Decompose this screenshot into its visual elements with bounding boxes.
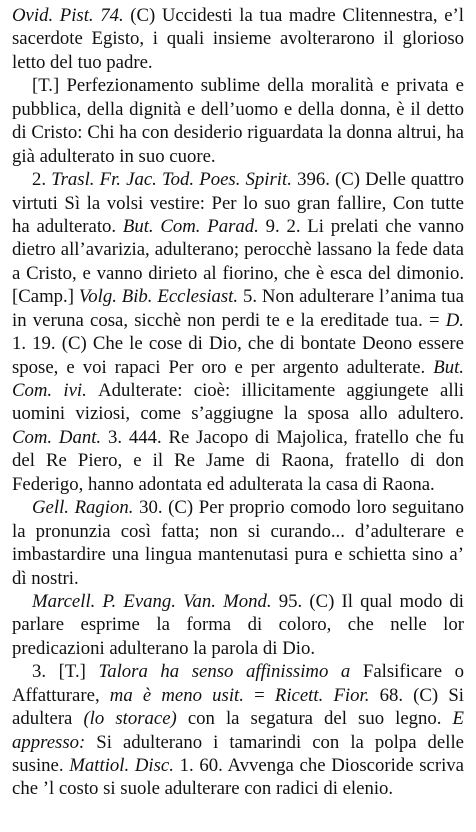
body-text: Si adulterano i tamarindi con la polpa delle susine. xyxy=(12,731,464,776)
entry-paragraph xyxy=(12,4,464,74)
citation-text: ma è meno usit. xyxy=(109,684,255,706)
entry-paragraph xyxy=(12,74,464,168)
body-text: 3. [T.] xyxy=(32,661,99,683)
entry-paragraph xyxy=(12,496,464,590)
body-text: 2. xyxy=(32,169,52,191)
citation-text: Trasl. Fr. Jac. Tod. Poes. Spirit. xyxy=(51,169,298,191)
body-text: 95. (C) Il qual modo di parlare esprime la forma di coloro, che nelle lor predicazioni adulterano la parola di Dio. xyxy=(12,590,464,659)
body-text: 3. 444. Re Jacopo di Majolica, fratello che fu del Re Piero, e il Re Jame di Raona, fratello di don Federigo, hanno adontata ed adulterata la casa di Raona. xyxy=(12,426,464,495)
body-text: 396. (C) Delle quattro virtuti Sì la volsi vestire: Per lo suo gran fallire, Con tutte ha adulterato. xyxy=(12,169,465,237)
body-text: 9. 2. Li prelati che vanno dietro all’avarizia, adulterano; perocchè lassano la fede data a Cristo, e vanno dirieto al fiorino, che è esca del dimonio. [Camp.] xyxy=(12,215,464,308)
citation-text: Ricett. Fior. xyxy=(274,684,380,706)
body-text: con la segatura del suo legno. xyxy=(187,708,453,730)
citation-text: Volg. Bib. Ecclesiast. xyxy=(78,286,243,308)
citation-text: Mattiol. Disc. xyxy=(69,755,180,776)
citation-text: Com. Dant. xyxy=(12,426,108,448)
citation-text: E appresso: xyxy=(12,708,464,753)
entry-paragraph xyxy=(12,590,464,660)
body-text: Falsificare o Affatturare, xyxy=(12,661,464,706)
citation-text: Talora ha senso affinissimo a xyxy=(98,661,363,683)
citation-text: Marcell. P. Evang. Van. Mond. xyxy=(32,590,279,612)
dictionary-page xyxy=(12,4,464,801)
entry-paragraph xyxy=(12,168,464,496)
body-text: (C) Uccidesti la tua madre Clitennestra, e’l sacerdote Egisto, i quali insieme avolterarono il glorioso letto del tuo padre. xyxy=(12,5,464,73)
body-text: 1. 19. (C) Che le cose di Dio, che di bontate Deono essere spose, e voi rapaci Per oro e per argento adulterate. xyxy=(12,333,464,378)
entry-paragraph xyxy=(12,660,464,801)
citation-text: But. Com. Parad. xyxy=(122,215,266,237)
citation-text: (lo storace) xyxy=(83,708,188,730)
body-text: 1. 60. Avvenga che Dioscoride scriva che ’l costo si suole adulterare con radici di elenio. xyxy=(12,755,465,800)
citation-text: Ovid. Pist. 74. xyxy=(12,5,131,26)
body-text: = xyxy=(254,684,275,706)
body-text: 68. (C) Si adultera xyxy=(12,684,464,730)
citation-text: But. Com. ivi. xyxy=(12,356,464,401)
body-text: 30. (C) Per proprio comodo loro seguitano la pronunzia così fatta; non si curando... d’adulterare e imbastardire una lingua mantenutasi pura e schietta sino a’ dì nostri. xyxy=(12,497,464,589)
body-text: [T.] Perfezionamento sublime della moralità e privata e pubblica, della dignità e dell’uomo e della donna, è il detto di Cristo: Chi ha con desiderio riguardata la donna altrui, ha già adulterato in suo cuore. xyxy=(12,75,464,167)
citation-text: Gell. Ragion. xyxy=(32,497,140,519)
body-text: Adulterate: cioè: illicitamente aggiungete alli uomini viziosi, come s’aggiugne la sposa allo adultero. xyxy=(12,380,464,425)
citation-text: D. xyxy=(445,309,464,331)
body-text: 5. Non adulterare l’anima tua in veruna cosa, sicchè non perdi te e la ereditade tua. = xyxy=(12,286,465,331)
